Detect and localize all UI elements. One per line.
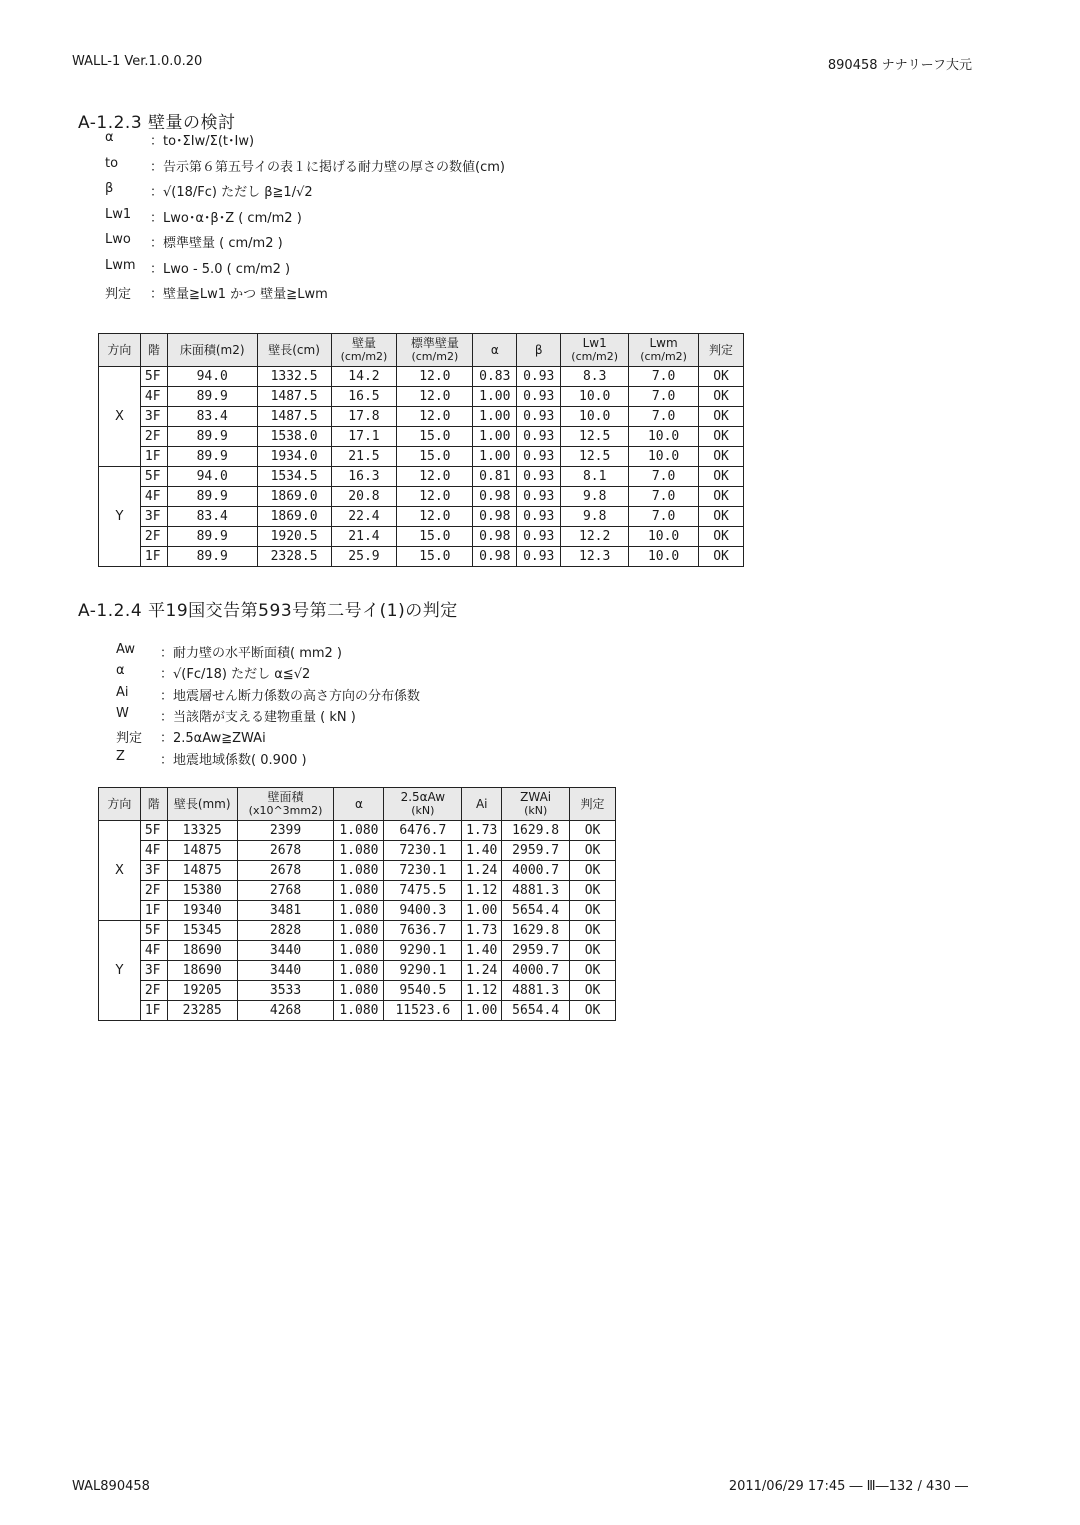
value-cell: 1487.5 bbox=[257, 387, 331, 407]
header-right: 890458 ナナリーフ大元 bbox=[827, 58, 972, 73]
table-header-row bbox=[99, 788, 616, 821]
value-cell: 1.080 bbox=[334, 821, 384, 841]
value-cell: 7.0 bbox=[629, 407, 699, 427]
definition-symbol: Ai bbox=[116, 684, 129, 700]
value-cell: 94.0 bbox=[167, 467, 257, 487]
value-cell: 7.0 bbox=[629, 507, 699, 527]
value-cell: 12.0 bbox=[397, 467, 473, 487]
value-cell: 1.00 bbox=[473, 407, 517, 427]
value-cell: 7.0 bbox=[629, 367, 699, 387]
definition-text: ：to･ΣIw/Σ(t･Iw) bbox=[150, 134, 255, 149]
value-cell: 1.080 bbox=[334, 921, 384, 941]
value-cell: OK bbox=[570, 861, 616, 881]
value-cell: 4000.7 bbox=[502, 861, 570, 881]
value-cell: 9540.5 bbox=[384, 981, 462, 1001]
value-cell: 0.98 bbox=[473, 527, 517, 547]
floor-cell: 3F bbox=[140, 507, 167, 527]
table-row bbox=[99, 941, 616, 961]
table-row bbox=[99, 901, 616, 921]
value-cell: 1.080 bbox=[334, 1001, 384, 1021]
value-cell: 2328.5 bbox=[257, 547, 331, 567]
value-cell: 14875 bbox=[167, 861, 237, 881]
header-standard-unit: (cm/m2) bbox=[411, 350, 459, 363]
value-cell: 2959.7 bbox=[502, 841, 570, 861]
floor-cell: 5F bbox=[140, 467, 167, 487]
definition-symbol: 判定 bbox=[105, 287, 132, 302]
header-judgement: 判定 bbox=[699, 334, 744, 367]
table-row bbox=[99, 407, 744, 427]
value-cell: 20.8 bbox=[331, 487, 397, 507]
value-cell: 3440 bbox=[237, 961, 334, 981]
value-cell: OK bbox=[570, 921, 616, 941]
value-cell: 19340 bbox=[167, 901, 237, 921]
value-cell: OK bbox=[570, 881, 616, 901]
header-capacity-label: 2.5αAw bbox=[400, 790, 446, 804]
value-cell: 1538.0 bbox=[257, 427, 331, 447]
value-cell: 89.9 bbox=[167, 447, 257, 467]
floor-cell: 3F bbox=[140, 407, 167, 427]
value-cell: OK bbox=[570, 981, 616, 1001]
floor-cell: 5F bbox=[140, 821, 167, 841]
value-cell: 14.2 bbox=[331, 367, 397, 387]
header-beta: β bbox=[517, 334, 561, 367]
value-cell: 2399 bbox=[237, 821, 334, 841]
value-cell: 5654.4 bbox=[502, 901, 570, 921]
value-cell: 12.2 bbox=[561, 527, 629, 547]
floor-cell: 5F bbox=[140, 367, 167, 387]
definition-text: ：地震層せん断力係数の高さ方向の分布係数 bbox=[160, 688, 421, 704]
definition-text: ：2.5αAw≧ZWAi bbox=[160, 731, 266, 747]
definition-symbol: Z bbox=[116, 748, 125, 764]
floor-cell: 4F bbox=[140, 841, 167, 861]
floor-cell: 1F bbox=[140, 547, 167, 567]
value-cell: 0.93 bbox=[517, 427, 561, 447]
definition-text: ：告示第６第五号イの表１に掲げる耐力壁の厚さの数値(cm) bbox=[150, 159, 505, 175]
value-cell: 12.0 bbox=[397, 387, 473, 407]
value-cell: 1.40 bbox=[462, 941, 502, 961]
value-cell: 1.00 bbox=[462, 1001, 502, 1021]
value-cell: 3533 bbox=[237, 981, 334, 1001]
table-row bbox=[99, 961, 616, 981]
definition-text: ：当該階が支える建物重量 ( kN ) bbox=[160, 709, 356, 725]
header-alpha: α bbox=[473, 334, 517, 367]
value-cell: 18690 bbox=[167, 941, 237, 961]
section1-title: A-1.2.3 壁量の検討 bbox=[78, 113, 236, 133]
value-cell: 7475.5 bbox=[384, 881, 462, 901]
value-cell: 8.1 bbox=[561, 467, 629, 487]
header-zwai-label: ZWAi bbox=[520, 790, 552, 804]
value-cell: 3440 bbox=[237, 941, 334, 961]
value-cell: 2678 bbox=[237, 841, 334, 861]
value-cell: 0.98 bbox=[473, 547, 517, 567]
value-cell: 15345 bbox=[167, 921, 237, 941]
value-cell: OK bbox=[699, 407, 744, 427]
value-cell: 21.4 bbox=[331, 527, 397, 547]
value-cell: 89.9 bbox=[167, 547, 257, 567]
value-cell: 16.3 bbox=[331, 467, 397, 487]
floor-cell: 3F bbox=[140, 961, 167, 981]
table-header-row bbox=[99, 334, 744, 367]
header-floor: 階 bbox=[140, 334, 167, 367]
value-cell: 9.8 bbox=[561, 507, 629, 527]
value-cell: 1920.5 bbox=[257, 527, 331, 547]
value-cell: 0.93 bbox=[517, 387, 561, 407]
definition-symbol: to bbox=[105, 155, 119, 171]
value-cell: 7636.7 bbox=[384, 921, 462, 941]
value-cell: 12.0 bbox=[397, 487, 473, 507]
value-cell: 0.93 bbox=[517, 447, 561, 467]
table-row bbox=[99, 487, 744, 507]
value-cell: 1629.8 bbox=[502, 921, 570, 941]
value-cell: 1.12 bbox=[462, 881, 502, 901]
table-row bbox=[99, 841, 616, 861]
floor-cell: 2F bbox=[140, 427, 167, 447]
table-row bbox=[99, 1001, 616, 1021]
value-cell: 12.0 bbox=[397, 507, 473, 527]
value-cell: 4000.7 bbox=[502, 961, 570, 981]
value-cell: OK bbox=[699, 527, 744, 547]
footer-left: WAL890458 bbox=[72, 1479, 150, 1494]
header-wall-quantity-label: 壁量 bbox=[351, 336, 376, 350]
value-cell: 15.0 bbox=[397, 527, 473, 547]
header-lw1 bbox=[561, 334, 629, 367]
value-cell: 89.9 bbox=[167, 527, 257, 547]
floor-cell: 2F bbox=[140, 981, 167, 1001]
value-cell: 7.0 bbox=[629, 487, 699, 507]
value-cell: 22.4 bbox=[331, 507, 397, 527]
value-cell: 12.3 bbox=[561, 547, 629, 567]
definition-text: ：地震地域係数( 0.900 ) bbox=[160, 752, 307, 768]
definition-text: ：√(18/Fc) ただし β≧1/√2 bbox=[150, 185, 313, 200]
value-cell: 15.0 bbox=[397, 447, 473, 467]
value-cell: 1.080 bbox=[334, 881, 384, 901]
floor-cell: 1F bbox=[140, 901, 167, 921]
direction-cell: Y bbox=[99, 467, 141, 567]
value-cell: 0.93 bbox=[517, 487, 561, 507]
table-row bbox=[99, 821, 616, 841]
header-judgement: 判定 bbox=[570, 788, 616, 821]
value-cell: 12.0 bbox=[397, 367, 473, 387]
value-cell: 1.12 bbox=[462, 981, 502, 1001]
value-cell: 2959.7 bbox=[502, 941, 570, 961]
value-cell: 0.81 bbox=[473, 467, 517, 487]
table-row bbox=[99, 427, 744, 447]
header-wall-quantity bbox=[331, 334, 397, 367]
value-cell: 0.93 bbox=[517, 527, 561, 547]
value-cell: OK bbox=[570, 901, 616, 921]
value-cell: 17.8 bbox=[331, 407, 397, 427]
value-cell: 1.080 bbox=[334, 981, 384, 1001]
value-cell: 1.00 bbox=[473, 387, 517, 407]
header-standard-label: 標準壁量 bbox=[410, 336, 459, 350]
value-cell: OK bbox=[570, 841, 616, 861]
value-cell: 8.3 bbox=[561, 367, 629, 387]
floor-cell: 5F bbox=[140, 921, 167, 941]
value-cell: 83.4 bbox=[167, 507, 257, 527]
value-cell: 89.9 bbox=[167, 387, 257, 407]
value-cell: 12.5 bbox=[561, 427, 629, 447]
header-floor-area: 床面積(m2) bbox=[167, 334, 257, 367]
value-cell: 7230.1 bbox=[384, 841, 462, 861]
value-cell: 9290.1 bbox=[384, 941, 462, 961]
definition-symbol: α bbox=[116, 663, 125, 679]
value-cell: 12.0 bbox=[397, 407, 473, 427]
value-cell: 1.00 bbox=[462, 901, 502, 921]
value-cell: 15.0 bbox=[397, 427, 473, 447]
header-zwai-unit: (kN) bbox=[524, 804, 548, 817]
header-wall-quantity-unit: (cm/m2) bbox=[340, 350, 388, 363]
value-cell: 1629.8 bbox=[502, 821, 570, 841]
definition-symbol: Aw bbox=[116, 642, 135, 657]
header-ai: Ai bbox=[462, 788, 502, 821]
definition-symbol: W bbox=[116, 705, 129, 721]
direction-cell: X bbox=[99, 367, 141, 467]
value-cell: 11523.6 bbox=[384, 1001, 462, 1021]
value-cell: 83.4 bbox=[167, 407, 257, 427]
table-row bbox=[99, 527, 744, 547]
value-cell: 1869.0 bbox=[257, 507, 331, 527]
value-cell: 14875 bbox=[167, 841, 237, 861]
definition-text: ：標準壁量 ( cm/m2 ) bbox=[150, 236, 283, 251]
value-cell: 7.0 bbox=[629, 387, 699, 407]
definition-text: ：Lwo･α･β･Z ( cm/m2 ) bbox=[150, 210, 302, 226]
value-cell: 1534.5 bbox=[257, 467, 331, 487]
value-cell: 10.0 bbox=[561, 387, 629, 407]
value-cell: OK bbox=[699, 507, 744, 527]
value-cell: 0.93 bbox=[517, 407, 561, 427]
table-row bbox=[99, 447, 744, 467]
value-cell: 94.0 bbox=[167, 367, 257, 387]
header-lwm bbox=[629, 334, 699, 367]
shear-wall-check-table bbox=[98, 787, 616, 1021]
value-cell: 15.0 bbox=[397, 547, 473, 567]
value-cell: 1.24 bbox=[462, 861, 502, 881]
definition-text: ：耐力壁の水平断面積( mm2 ) bbox=[160, 646, 343, 661]
value-cell: 2678 bbox=[237, 861, 334, 881]
value-cell: 7.0 bbox=[629, 467, 699, 487]
value-cell: 4881.3 bbox=[502, 881, 570, 901]
value-cell: 3481 bbox=[237, 901, 334, 921]
value-cell: 9290.1 bbox=[384, 961, 462, 981]
direction-cell: Y bbox=[99, 921, 141, 1021]
value-cell: 10.0 bbox=[629, 547, 699, 567]
value-cell: OK bbox=[699, 387, 744, 407]
value-cell: 1869.0 bbox=[257, 487, 331, 507]
value-cell: 7230.1 bbox=[384, 861, 462, 881]
header-lwm-unit: (cm/m2) bbox=[640, 350, 687, 363]
value-cell: 0.93 bbox=[517, 367, 561, 387]
value-cell: 6476.7 bbox=[384, 821, 462, 841]
value-cell: 1332.5 bbox=[257, 367, 331, 387]
value-cell: 1.00 bbox=[473, 427, 517, 447]
value-cell: OK bbox=[699, 467, 744, 487]
floor-cell: 4F bbox=[140, 487, 167, 507]
header-direction: 方向 bbox=[99, 334, 141, 367]
value-cell: 15380 bbox=[167, 881, 237, 901]
value-cell: OK bbox=[570, 941, 616, 961]
value-cell: 2768 bbox=[237, 881, 334, 901]
footer-right: 2011/06/29 17:45 ― Ⅲ―132 / 430 ― bbox=[728, 1479, 968, 1494]
table-row bbox=[99, 547, 744, 567]
floor-cell: 3F bbox=[140, 861, 167, 881]
table-row bbox=[99, 861, 616, 881]
value-cell: 10.0 bbox=[629, 527, 699, 547]
definition-symbol: Lw1 bbox=[105, 206, 132, 222]
value-cell: 4881.3 bbox=[502, 981, 570, 1001]
value-cell: 1.080 bbox=[334, 861, 384, 881]
value-cell: 1.24 bbox=[462, 961, 502, 981]
wall-quantity-table bbox=[98, 333, 744, 567]
table-row bbox=[99, 881, 616, 901]
value-cell: 1487.5 bbox=[257, 407, 331, 427]
value-cell: 0.83 bbox=[473, 367, 517, 387]
value-cell: 10.0 bbox=[629, 447, 699, 467]
value-cell: 1.40 bbox=[462, 841, 502, 861]
floor-cell: 4F bbox=[140, 941, 167, 961]
value-cell: 17.1 bbox=[331, 427, 397, 447]
value-cell: OK bbox=[699, 427, 744, 447]
header-wall-length: 壁長(mm) bbox=[167, 788, 237, 821]
value-cell: 89.9 bbox=[167, 487, 257, 507]
table-row bbox=[99, 981, 616, 1001]
value-cell: 18690 bbox=[167, 961, 237, 981]
direction-cell: X bbox=[99, 821, 141, 921]
header-lw1-label: Lw1 bbox=[582, 336, 607, 350]
table-row bbox=[99, 507, 744, 527]
value-cell: 9.8 bbox=[561, 487, 629, 507]
value-cell: 1.73 bbox=[462, 821, 502, 841]
value-cell: OK bbox=[570, 1001, 616, 1021]
definition-symbol: β bbox=[105, 181, 114, 196]
value-cell: 13325 bbox=[167, 821, 237, 841]
header-lwm-label: Lwm bbox=[649, 336, 678, 350]
value-cell: 0.98 bbox=[473, 507, 517, 527]
table-row bbox=[99, 367, 744, 387]
definition-text: ：Lwo - 5.0 ( cm/m2 ) bbox=[150, 261, 291, 277]
value-cell: 0.93 bbox=[517, 467, 561, 487]
value-cell: 2828 bbox=[237, 921, 334, 941]
value-cell: 1.080 bbox=[334, 901, 384, 921]
header-direction: 方向 bbox=[99, 788, 141, 821]
value-cell: 23285 bbox=[167, 1001, 237, 1021]
header-wall-length: 壁長(cm) bbox=[257, 334, 331, 367]
value-cell: 1.73 bbox=[462, 921, 502, 941]
value-cell: OK bbox=[570, 961, 616, 981]
value-cell: 1934.0 bbox=[257, 447, 331, 467]
header-wall-area bbox=[237, 788, 334, 821]
value-cell: OK bbox=[699, 487, 744, 507]
definition-symbol: Lwm bbox=[105, 257, 136, 273]
header-wall-area-unit: (x10^3mm2) bbox=[248, 804, 323, 817]
definition-text: ：√(Fc/18) ただし α≦√2 bbox=[160, 667, 311, 683]
value-cell: 21.5 bbox=[331, 447, 397, 467]
value-cell: 0.98 bbox=[473, 487, 517, 507]
table-row bbox=[99, 921, 616, 941]
value-cell: 9400.3 bbox=[384, 901, 462, 921]
value-cell: 5654.4 bbox=[502, 1001, 570, 1021]
value-cell: 89.9 bbox=[167, 427, 257, 447]
table-row bbox=[99, 467, 744, 487]
definition-symbol: Lwo bbox=[105, 232, 131, 247]
header-capacity-unit: (kN) bbox=[411, 804, 435, 817]
value-cell: OK bbox=[699, 367, 744, 387]
table-row bbox=[99, 387, 744, 407]
header-wall-area-label: 壁面積 bbox=[267, 790, 304, 804]
header-capacity bbox=[384, 788, 462, 821]
value-cell: 1.00 bbox=[473, 447, 517, 467]
value-cell: OK bbox=[699, 547, 744, 567]
floor-cell: 1F bbox=[140, 447, 167, 467]
value-cell: 0.93 bbox=[517, 507, 561, 527]
floor-cell: 1F bbox=[140, 1001, 167, 1021]
section2-title: A-1.2.4 平19国交告第593号第二号イ(1)の判定 bbox=[78, 601, 458, 621]
header-floor: 階 bbox=[140, 788, 167, 821]
definition-text: ：壁量≧Lw1 かつ 壁量≧Lwm bbox=[150, 287, 328, 302]
header-alpha: α bbox=[334, 788, 384, 821]
value-cell: 25.9 bbox=[331, 547, 397, 567]
header-zwai bbox=[502, 788, 570, 821]
value-cell: 1.080 bbox=[334, 841, 384, 861]
value-cell: 1.080 bbox=[334, 941, 384, 961]
value-cell: 16.5 bbox=[331, 387, 397, 407]
definition-symbol: 判定 bbox=[116, 731, 143, 747]
header-lw1-unit: (cm/m2) bbox=[571, 350, 619, 363]
value-cell: 1.080 bbox=[334, 961, 384, 981]
header-standard-wall-quantity bbox=[397, 334, 473, 367]
value-cell: 10.0 bbox=[561, 407, 629, 427]
value-cell: 12.5 bbox=[561, 447, 629, 467]
header-left: WALL-1 Ver.1.0.0.20 bbox=[72, 54, 203, 69]
definition-symbol: α bbox=[105, 130, 114, 145]
value-cell: 0.93 bbox=[517, 547, 561, 567]
value-cell: 4268 bbox=[237, 1001, 334, 1021]
value-cell: OK bbox=[699, 447, 744, 467]
floor-cell: 2F bbox=[140, 527, 167, 547]
value-cell: 19205 bbox=[167, 981, 237, 1001]
floor-cell: 2F bbox=[140, 881, 167, 901]
value-cell: OK bbox=[570, 821, 616, 841]
value-cell: 10.0 bbox=[629, 427, 699, 447]
floor-cell: 4F bbox=[140, 387, 167, 407]
